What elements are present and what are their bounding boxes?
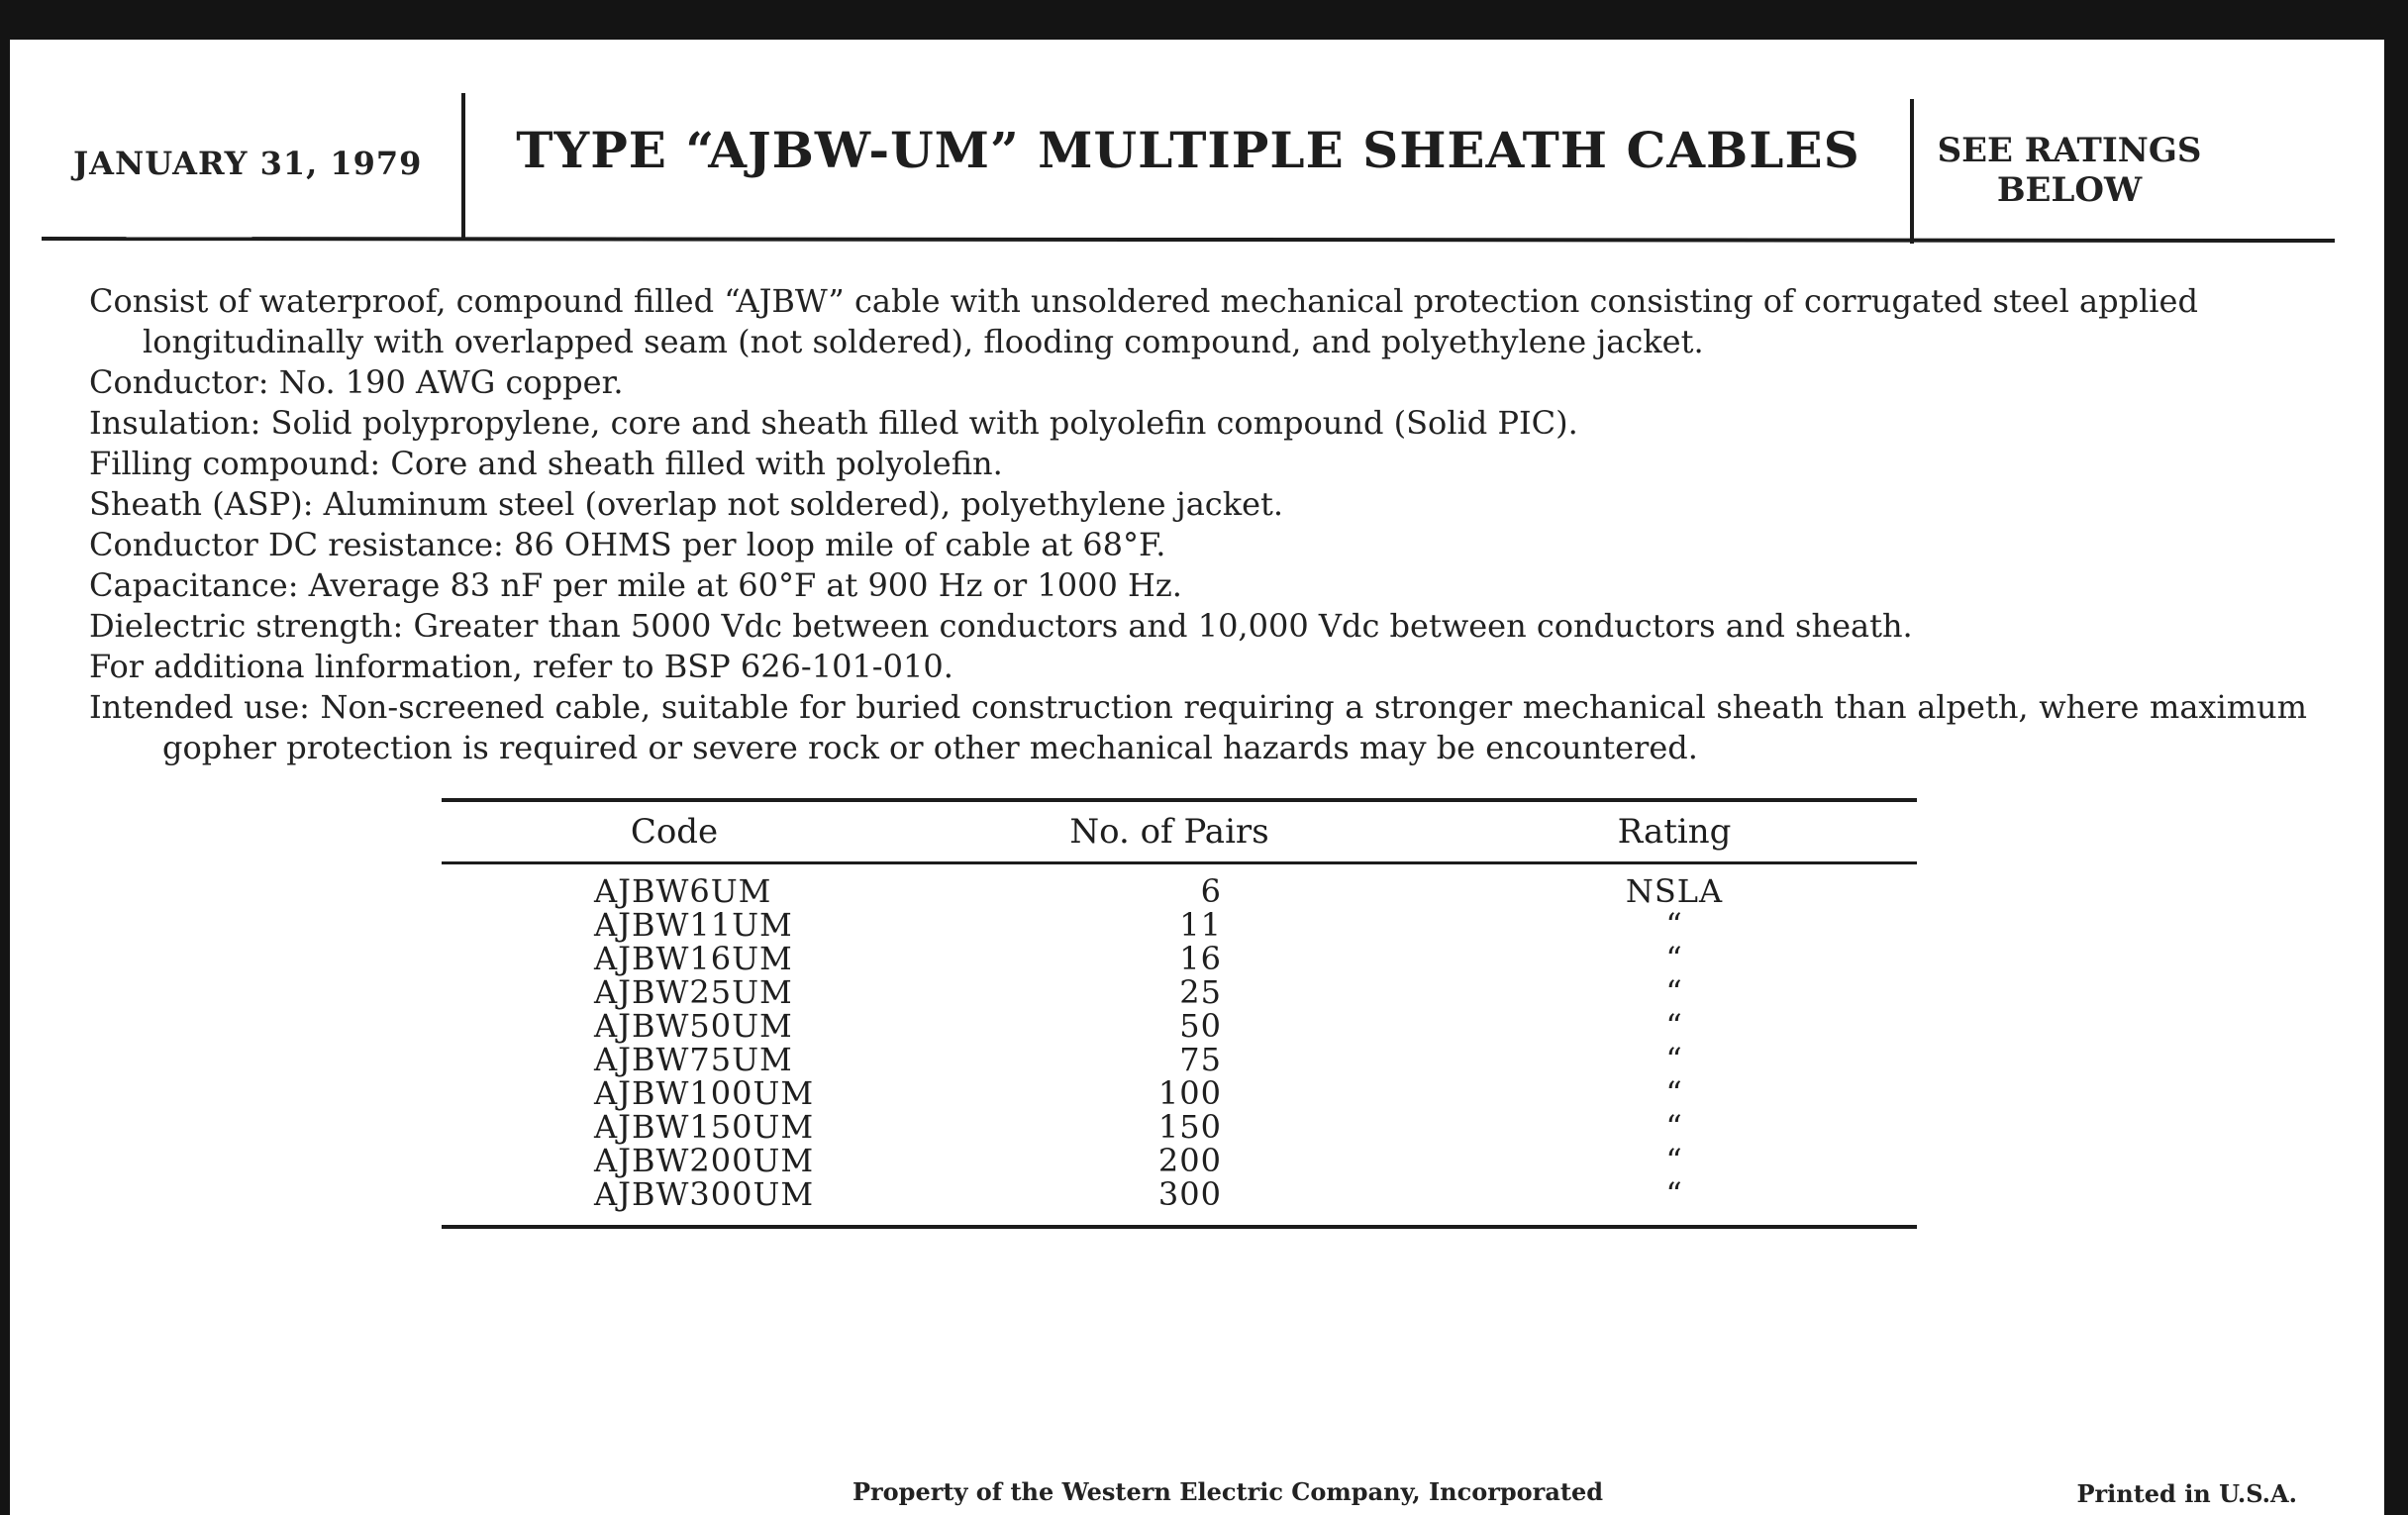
cell-rating: “	[1665, 1041, 1683, 1078]
conductor-line: Conductor: No. 190 AWG copper.	[89, 363, 624, 401]
capacitance-line: Capacitance: Average 83 nF per mile at 60°F at 900 Hz or 1000 Hz.	[89, 566, 1182, 604]
cell-pairs: 200	[1157, 1142, 1222, 1179]
cell-rating: “	[1665, 1074, 1683, 1112]
cell-code: AJBW25UM	[594, 973, 793, 1011]
cell-pairs: 75	[1179, 1041, 1222, 1078]
sheath-line: Sheath (ASP): Aluminum steel (overlap not soldered), polyethylene jacket.	[89, 485, 1284, 523]
cell-pairs: 16	[1179, 940, 1222, 977]
document-card	[10, 40, 2384, 1515]
cell-rating: “	[1665, 1175, 1683, 1213]
table-row	[442, 874, 1917, 908]
cell-code: AJBW150UM	[594, 1108, 815, 1146]
ratings-note	[1921, 131, 2218, 210]
table-body	[442, 864, 1917, 1225]
consist-paragraph: Consist of waterproof, compound filled “AJBW” cable with unsoldered mechanical protection consisting of corrugated steel applied longitudinally with overlapped seam (not soldered), flooding compound, and polyethylene jacket.	[89, 282, 2198, 360]
dc-resistance-line: Conductor DC resistance: 86 OHMS per loop mile of cable at 68°F.	[89, 526, 1166, 563]
property-notice: Property of the Western Electric Company, Incorporated	[852, 1477, 1604, 1506]
header-divider-left	[461, 93, 465, 238]
insulation-line: Insulation: Solid polypropylene, core and sheath filled with polyolefin compound (Solid PIC).	[89, 404, 1578, 442]
document-date: JANUARY 31, 1979	[73, 145, 423, 182]
ratings-note-line1: SEE RATINGS	[1937, 131, 2202, 170]
cell-rating: NSLA	[1625, 872, 1724, 910]
table-row	[442, 1009, 1917, 1043]
cell-pairs: 11	[1179, 906, 1222, 944]
document-title: TYPE “AJBW-UM” MULTIPLE SHEATH CABLES	[516, 121, 1860, 179]
cell-code: AJBW75UM	[594, 1041, 793, 1078]
table-bottom-rule	[442, 1225, 1917, 1229]
cell-pairs: 100	[1157, 1074, 1222, 1112]
column-header-code: Code	[630, 812, 719, 852]
cell-rating: “	[1665, 1108, 1683, 1146]
cell-rating: “	[1665, 1142, 1683, 1179]
cell-pairs: 300	[1157, 1175, 1222, 1213]
table-row	[442, 975, 1917, 1009]
header-rule	[42, 237, 2335, 243]
cell-pairs: 6	[1200, 872, 1222, 910]
cell-code: AJBW16UM	[594, 940, 793, 977]
additional-info-line: For additiona linformation, refer to BSP 626-101-010.	[89, 648, 953, 685]
cell-code: AJBW50UM	[594, 1007, 793, 1045]
cell-rating: “	[1665, 940, 1683, 977]
cell-code: AJBW11UM	[594, 906, 793, 944]
cell-code: AJBW6UM	[594, 872, 772, 910]
dielectric-strength-line: Dielectric strength: Greater than 5000 Vdc between conductors and 10,000 Vdc between conductors and sheath.	[89, 607, 1913, 645]
cell-code: AJBW200UM	[594, 1142, 815, 1179]
table-row	[442, 1110, 1917, 1144]
table-row	[442, 1043, 1917, 1076]
header-divider-right	[1910, 99, 1914, 244]
table-row	[442, 1177, 1917, 1211]
table-row	[442, 908, 1917, 942]
ratings-table	[442, 798, 1917, 1229]
table-row	[442, 1144, 1917, 1177]
cell-pairs: 150	[1157, 1108, 1222, 1146]
cell-rating: “	[1665, 906, 1683, 944]
table-row	[442, 942, 1917, 975]
cell-rating: “	[1665, 973, 1683, 1011]
table-row	[442, 1076, 1917, 1110]
cell-rating: “	[1665, 1007, 1683, 1045]
column-header-rating: Rating	[1617, 812, 1732, 852]
cell-code: AJBW100UM	[594, 1074, 815, 1112]
cell-code: AJBW300UM	[594, 1175, 815, 1213]
ratings-note-line2: BELOW	[1996, 170, 2143, 210]
printed-notice: Printed in U.S.A.	[2076, 1479, 2297, 1508]
cable-description	[89, 281, 2307, 768]
cell-pairs: 25	[1179, 973, 1222, 1011]
cell-pairs: 50	[1179, 1007, 1222, 1045]
column-header-pairs: No. of Pairs	[1069, 812, 1269, 852]
filling-compound-line: Filling compound: Core and sheath filled with polyolefin.	[89, 445, 1003, 482]
intended-use-paragraph: Intended use: Non-screened cable, suitable for buried construction requiring a stronger mechanical sheath than alpeth, where maximum gopher protection is required or severe rock or other mechanical hazards may be encountered.	[89, 688, 2307, 766]
table-header-row	[442, 802, 1917, 861]
